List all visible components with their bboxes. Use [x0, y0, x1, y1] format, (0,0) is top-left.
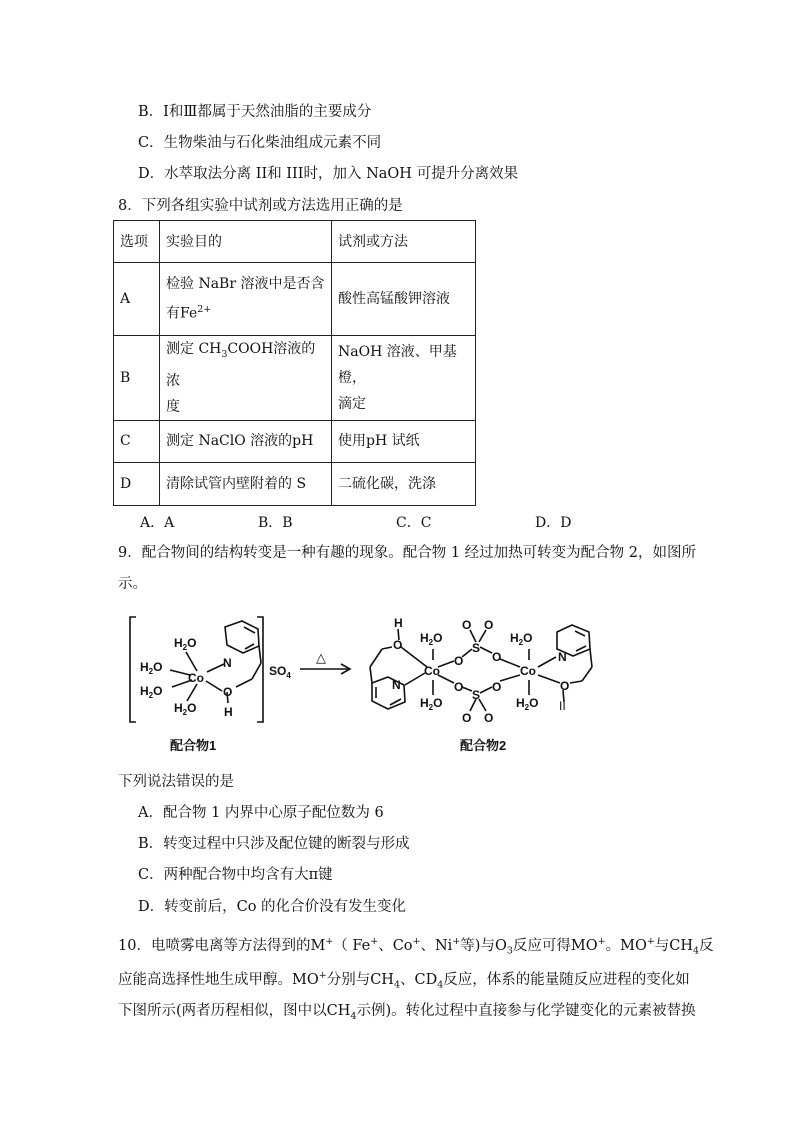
- text: （ Fe: [333, 937, 371, 954]
- atom-label: 4: [286, 671, 291, 680]
- atom-label: H: [516, 696, 525, 710]
- q10-line2: [118, 966, 690, 996]
- atom-label: 2: [428, 703, 434, 712]
- superscript: +: [412, 936, 421, 947]
- atom-label: O: [393, 638, 403, 652]
- svg-text:H2O: [510, 631, 532, 647]
- atom-label: H: [140, 660, 149, 674]
- table-cell: [160, 263, 332, 336]
- atom-label: O: [153, 660, 163, 674]
- atom-label: O: [433, 631, 443, 645]
- atom-label: H: [140, 684, 149, 698]
- atom-label: O: [484, 618, 494, 632]
- table-header-row: [114, 221, 476, 263]
- q9-stem-line2: 示。: [118, 576, 147, 592]
- q8-table: [113, 220, 476, 506]
- atom-label: 2: [182, 643, 188, 652]
- table-cell: C: [114, 420, 160, 462]
- atom-label: N: [223, 656, 232, 670]
- atom-label: S: [472, 688, 481, 702]
- svg-text:H2O: [420, 631, 442, 647]
- superscript: +: [597, 936, 606, 947]
- cell-text: 检验 NaBr 溶液中是否含: [166, 276, 325, 293]
- subscript: 4: [350, 1010, 357, 1022]
- subscript: 3: [506, 945, 513, 957]
- cell-text: 滴定: [338, 395, 366, 412]
- superscript: +: [646, 936, 655, 947]
- text: 反: [699, 937, 714, 954]
- q9-option-b: B．转变过程中只涉及配位键的断裂与形成: [138, 836, 410, 852]
- q8-stem: 8．下列各组实验中试剂或方法选用正确的是: [118, 198, 403, 214]
- table-row: [114, 263, 476, 336]
- complex-2-label: 配合物2: [460, 738, 507, 753]
- atom-label: H: [394, 616, 403, 630]
- text: 反应，体系的能量随反应进程的变化如: [443, 971, 690, 988]
- q8-choice-c: C．C: [396, 515, 432, 531]
- text: 、CD: [400, 971, 438, 988]
- table-cell: 二硫化碳，洗涤: [332, 462, 476, 505]
- atom-label: O: [560, 679, 570, 693]
- text: 。MO: [605, 937, 647, 954]
- q10-line1: [118, 932, 714, 962]
- atom-label: SO: [269, 664, 287, 678]
- table-cell: [332, 336, 476, 421]
- atom-label: H: [510, 631, 519, 645]
- atom-label: O: [223, 685, 233, 699]
- table-cell: 使用pH 试纸: [332, 420, 476, 462]
- atom-label: Co: [520, 664, 536, 678]
- q8-choice-d: D．D: [535, 515, 572, 531]
- q7-option-b: B．I和Ⅲ都属于天然油脂的主要成分: [138, 104, 372, 120]
- atom-label: O: [523, 631, 533, 645]
- text: 下图所示(两者历程相似，图中以CH: [118, 1003, 351, 1019]
- atom-label: H: [224, 705, 233, 719]
- atom-label: O: [187, 636, 197, 650]
- q7-option-d: D．水萃取法分离 II和 III时，加入 NaOH 可提升分离效果: [138, 166, 519, 182]
- cell-text: 度: [166, 398, 180, 415]
- q9-option-d: D．转变前后，Co 的化合价没有发生变化: [138, 899, 407, 915]
- cell-text: [166, 336, 325, 394]
- complex-1-label: 配合物1: [170, 738, 217, 753]
- table-row: [114, 336, 476, 421]
- text: 10．电喷雾电离等方法得到的M: [118, 937, 326, 954]
- atom-label: 2: [524, 703, 530, 712]
- atom-label: O: [454, 654, 464, 668]
- superscript: +: [452, 936, 461, 947]
- atom-label: O: [529, 696, 539, 710]
- cell-text: 测定 CH: [166, 341, 222, 357]
- atom-label: Co: [424, 664, 440, 678]
- atom-label: H: [174, 701, 183, 715]
- text: 、Co: [378, 937, 413, 954]
- subscript: 4: [693, 945, 700, 957]
- subscript: 4: [437, 979, 444, 991]
- atom-label: O: [492, 650, 502, 664]
- atom-label: O: [462, 711, 472, 725]
- text: 示例)。转化过程中直接参与化学键变化的元素被替换: [356, 1003, 696, 1019]
- text: 应能高选择性地生成甲醇。MO: [118, 971, 319, 988]
- table-cell: 测定 NaClO 溶液的pH: [160, 420, 332, 462]
- cell-text: NaOH 溶液、甲基橙，: [338, 343, 457, 386]
- table-cell: B: [114, 336, 160, 421]
- svg-text:H2O: [140, 660, 162, 676]
- atom-label: 2: [148, 691, 154, 700]
- q10-line3: [118, 1001, 696, 1027]
- atom-label: 2: [182, 708, 188, 717]
- subscript: 4: [393, 979, 400, 991]
- table-cell: 酸性高锰酸钾溶液: [332, 263, 476, 336]
- text: 反应可得MO: [512, 937, 598, 954]
- svg-text:H2O: [516, 696, 538, 712]
- q8-choice-a: A．A: [140, 515, 175, 531]
- svg-text:H2O: [140, 684, 162, 700]
- text: 等)与O: [460, 937, 507, 954]
- table-row: [114, 462, 476, 505]
- atom-label: O: [433, 696, 443, 710]
- table-header: 实验目的: [160, 221, 332, 263]
- atom-label: II: [559, 699, 566, 713]
- atom-label: N: [558, 650, 567, 664]
- atom-label: 2: [518, 638, 524, 647]
- svg-text:SO4: [269, 664, 291, 680]
- q9-option-a: A．配合物 1 内界中心原子配位数为 6: [138, 805, 384, 821]
- q9-prompt: 下列说法错误的是: [118, 774, 234, 790]
- cell-text: 有Fe: [166, 305, 198, 322]
- cell-text: [166, 297, 325, 327]
- table-cell: A: [114, 263, 160, 336]
- atom-label: O: [462, 618, 472, 632]
- table-cell: [160, 336, 332, 421]
- atom-label: Co: [188, 671, 204, 685]
- atom-label: O: [187, 701, 197, 715]
- table-header: 试剂或方法: [332, 221, 476, 263]
- atom-label: 2: [148, 667, 154, 676]
- superscript: +: [370, 936, 379, 947]
- q9-stem-line1: 9．配合物间的结构转变是一种有趣的现象。配合物 1 经过加热可转变为配合物 2，如图所: [118, 545, 696, 561]
- complex-structures-figure: [120, 605, 680, 765]
- table-row: [114, 420, 476, 462]
- atom-label: S: [472, 641, 481, 655]
- text: 、Ni: [420, 937, 453, 954]
- atom-label: N: [392, 678, 401, 692]
- subscript: 3: [221, 348, 228, 360]
- atom-label: H: [420, 631, 429, 645]
- atom-label: 2: [428, 638, 434, 647]
- atom-label: H: [420, 696, 429, 710]
- atom-label: O: [153, 684, 163, 698]
- atom-label: O: [484, 711, 494, 725]
- heat-symbol: △: [316, 650, 326, 665]
- superscript: +: [318, 970, 327, 981]
- q7-option-c: C．生物柴油与石化柴油组成元素不同: [138, 135, 382, 151]
- table-cell: 清除试管内壁附着的 S: [160, 462, 332, 505]
- atom-label: O: [492, 680, 502, 694]
- superscript: +: [325, 936, 334, 947]
- atom-label: H: [174, 636, 183, 650]
- cell-text: COOH溶液的浓: [166, 341, 316, 389]
- svg-text:H2O: [174, 636, 196, 652]
- q9-option-c: C．两种配合物中均含有大π键: [138, 867, 333, 883]
- svg-text:H2O: [420, 696, 442, 712]
- q8-choice-b: B．B: [258, 515, 293, 531]
- atom-label: O: [454, 680, 464, 694]
- table-cell: D: [114, 462, 160, 505]
- superscript: 2+: [197, 304, 212, 316]
- text: 分别与CH: [326, 971, 394, 988]
- table-header: 选项: [114, 221, 160, 263]
- text: 与CH: [654, 937, 694, 954]
- svg-text:H2O: [174, 701, 196, 717]
